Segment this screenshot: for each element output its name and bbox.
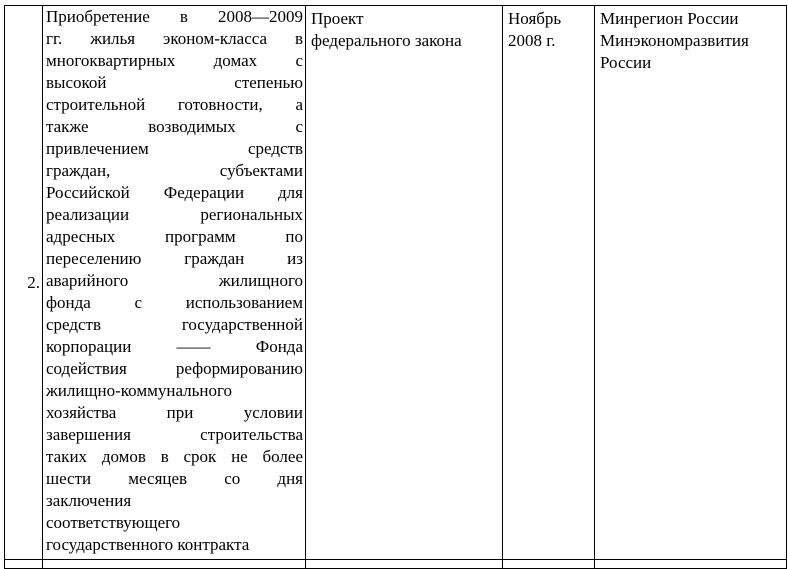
empty-cell — [503, 560, 595, 569]
description-line: заключения — [46, 491, 132, 510]
table-row — [5, 6, 787, 560]
responsible-line: России — [600, 53, 652, 72]
description-line: привлечением средств — [46, 139, 303, 158]
description-line: адресных программ по — [46, 227, 303, 246]
row-number-cell — [5, 6, 43, 560]
deadline-line: Ноябрь — [508, 9, 562, 28]
description-line: жилищно-коммунального — [46, 381, 233, 400]
description-line: шести месяцев со дня — [46, 469, 303, 488]
document-type-cell — [306, 6, 503, 560]
description-line: реализации региональных — [46, 205, 303, 224]
description-line: завершения строительства — [46, 425, 303, 444]
description-line: граждан, субъектами — [46, 161, 303, 180]
description-line: строительной готовности, а — [46, 95, 303, 114]
measures-table — [4, 5, 787, 569]
empty-cell — [5, 560, 43, 569]
description-line: корпорации —— Фонда — [46, 337, 303, 356]
description-line: Российской Федерации для — [46, 183, 303, 202]
description-line: содействия реформированию — [46, 359, 303, 378]
document-type-line: федерального закона — [311, 31, 462, 50]
empty-cell — [595, 560, 787, 569]
document-type-line: Проект — [311, 9, 364, 28]
deadline-cell — [503, 6, 595, 560]
row-number: 2. — [27, 272, 40, 292]
deadline-line: 2008 г. — [508, 31, 556, 50]
description-line: многоквартирных домах с — [46, 51, 303, 70]
description-line: гг. жилья эконом-класса в — [46, 29, 303, 48]
description-line: Приобретение в 2008—2009 — [46, 7, 303, 26]
description-line: соответствующего — [46, 513, 181, 532]
description-line: переселению граждан из — [46, 249, 303, 268]
empty-cell — [306, 560, 503, 569]
description-line: таких домов в срок не более — [46, 447, 303, 466]
responsible-line: Минэкономразвития — [600, 31, 749, 50]
description-cell — [43, 6, 306, 560]
description-line: также возводимых с — [46, 117, 303, 136]
empty-cell — [43, 560, 306, 569]
description-line: аварийного жилищного — [46, 271, 303, 290]
description-line: средств государственной — [46, 315, 303, 334]
description-line: фонда с использованием — [46, 293, 303, 312]
description-line: государственного контракта — [46, 535, 250, 554]
responsible-cell — [595, 6, 787, 560]
description-line: хозяйства при условии — [46, 403, 303, 422]
description-line: высокой степенью — [46, 73, 303, 92]
table-row-next — [5, 560, 787, 569]
responsible-line: Минрегион России — [600, 9, 739, 28]
